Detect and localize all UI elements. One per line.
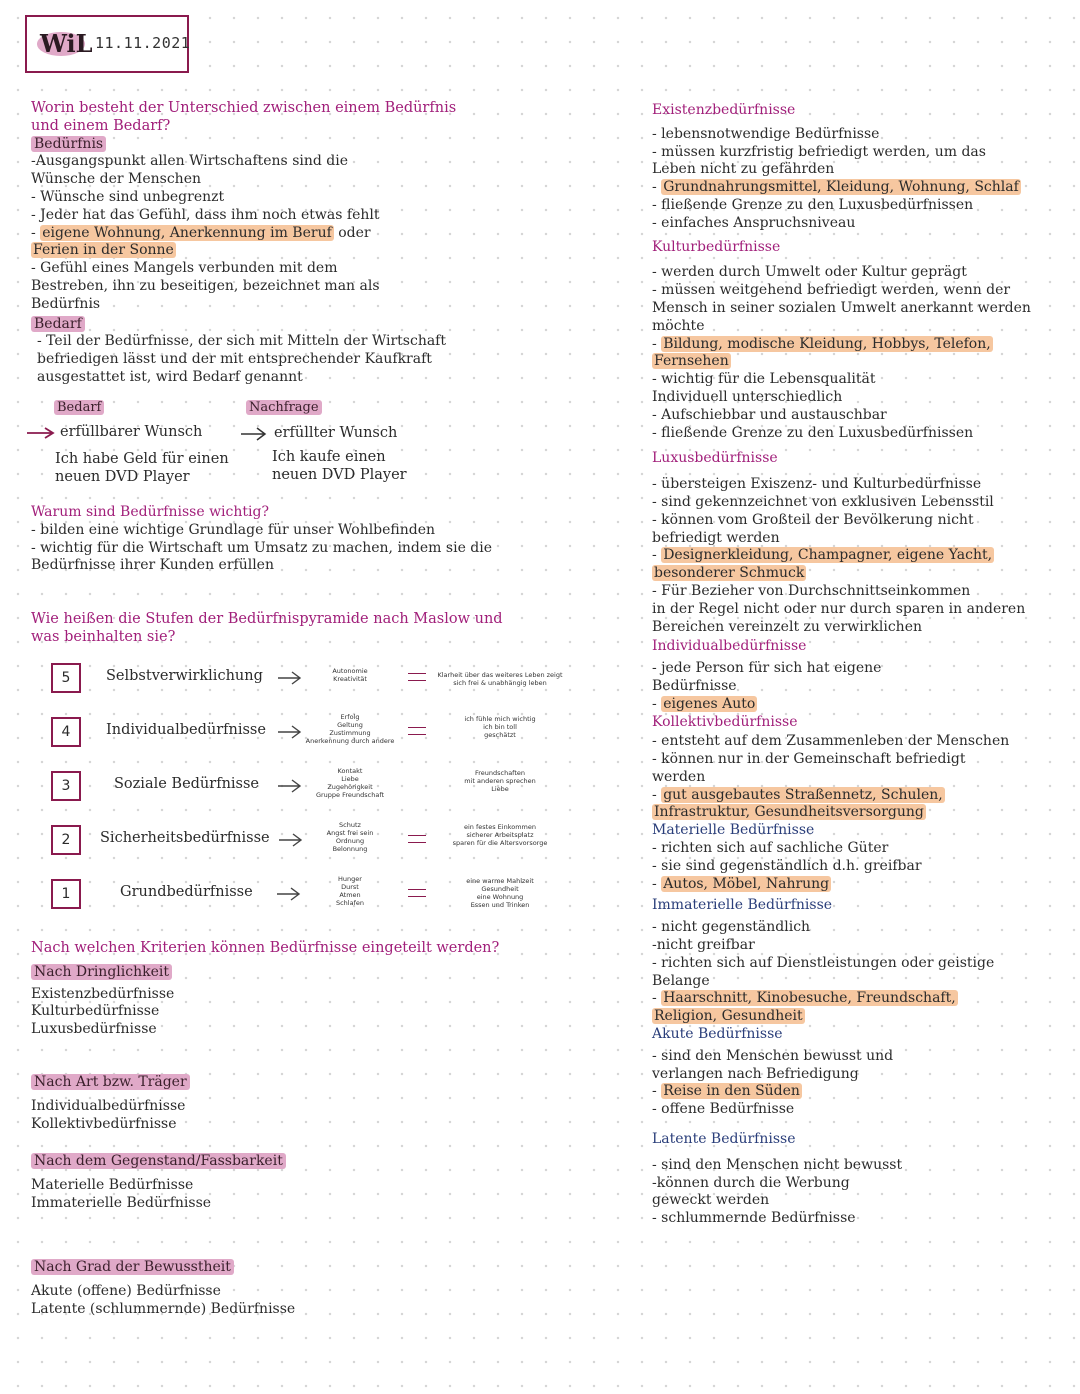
text-line: - übersteigen Exiszenz- und Kulturbedürfnisse: [652, 476, 982, 493]
example-highlight: Fernsehen: [654, 353, 729, 370]
heading-individual: Individualbedürfnisse: [652, 638, 807, 655]
example-highlight: Reise in den Süden: [663, 1083, 800, 1100]
arrow-right-icon: [26, 426, 56, 440]
text-line: - fließende Grenze zu den Luxusbedürfnissen: [652, 424, 974, 441]
pyramid-keywords: Hunger Durst Atmen Schlafen: [335, 875, 364, 907]
criterion-bewusstheit: Nach Grad der Bewusstheit: [31, 1259, 234, 1275]
pyramid-examples: eine warme Mahlzeit Gesundheit eine Wohnung Essen und Trinken: [466, 877, 534, 909]
heading-existenz: Existenzbedürfnisse: [652, 102, 796, 118]
example-highlight: Infrastruktur, Gesundheitsversorgung: [654, 804, 924, 821]
criterion-item: Existenzbedürfnisse: [31, 985, 175, 1002]
pyramid-level-name: Soziale Bedürfnisse: [114, 776, 260, 792]
pyramid-level-number: 4: [51, 717, 81, 747]
text-line: - offene Bedürfnisse: [652, 1101, 795, 1118]
compare-right-line: erfüllter Wunsch: [274, 425, 398, 441]
text-line: - nicht gegenständlich: [652, 919, 811, 936]
criterion-item: Immaterielle Bedürfnisse: [31, 1194, 212, 1211]
text-line: - können vom Großteil der Bevölkerung nicht: [652, 511, 974, 528]
question-1-line-2: und einem Bedarf?: [31, 117, 171, 134]
heading-kollektiv: Kollektivbedürfnisse: [652, 713, 798, 730]
text-line: werden: [652, 768, 706, 785]
pyramid-level-number: 1: [51, 879, 81, 909]
text-line: - sind den Menschen bewusst und: [652, 1047, 894, 1064]
compare-left-example: neuen DVD Player: [55, 469, 190, 485]
criterion-item: Kulturbedürfnisse: [31, 1003, 160, 1020]
pyramid-examples: Freundschaften mit anderen sprechen Liebe: [464, 769, 536, 793]
text-line: - können nur in der Gemeinschaft befriedigt: [652, 751, 966, 768]
pyramid-level-name: Grundbedürfnisse: [120, 884, 253, 900]
text-line: Wünsche der Menschen: [31, 171, 202, 188]
left-column: Worin besteht der Unterschied zwischen einem Bedürfnis und einem Bedarf? Bedürfnis -Ausgangspunkt allen Wirtschaftens sind die Wünsche der Menschen - Wünsche sind unbegrenzt - Jeder hat das Gefühl, dass ihm noch etwas fehlt - eigene Wohnung, Anerkennung im Beruf oder Ferien in der Sonne - Gefühl eines Mangels verbunden mit dem Bestreben, ihn zu beseitigen, bezeichnet man als Bedürfnis Bedarf - Teil der Bedürfnisse, der sich mit Mitteln der Wirtschaft befriedigen lässt und der mit entsprechender Kaufkraft ausgestattet ist, wird Bedarf genannt: [31, 100, 591, 387]
text-line: - richten sich auf sachliche Güter: [652, 840, 889, 857]
compare-left-example: Ich habe Geld für einen: [55, 451, 229, 467]
heading-kultur: Kulturbedürfnisse: [652, 238, 781, 255]
text-line: Bedürfnisse ihrer Kunden erfüllen: [31, 557, 274, 574]
pyramid-level-name: Selbstverwirklichung: [106, 668, 263, 684]
text-line: - Teil der Bedürfnisse, der sich mit Mitteln der Wirtschaft: [37, 333, 446, 350]
text-line: - jede Person für sich hat eigene: [652, 660, 882, 677]
pyramid-keywords: Schutz Angst frei sein Ordnung Belonnung: [326, 821, 374, 853]
pyramid-examples: ich fühle mich wichtig ich bin toll geschätzt: [464, 715, 536, 739]
header-box: [25, 15, 189, 73]
pyramid-level-name: Individualbedürfnisse: [106, 722, 266, 738]
text-line: - müssen weitgehend befriedigt werden, wenn der: [652, 282, 1011, 299]
pyramid-level-number: 2: [51, 825, 81, 855]
criterion-dringlichkeit: Nach Dringlichkeit: [31, 964, 172, 980]
text-line: -Ausgangspunkt allen Wirtschaftens sind die: [31, 153, 349, 170]
text-line: Bedürfnisse: [652, 677, 737, 694]
compare-left-line: erfüllbarer Wunsch: [60, 424, 203, 440]
criterion-item: Latente (schlummernde) Bedürfnisse: [31, 1300, 296, 1317]
text-line: - einfaches Anspruchsniveau: [652, 214, 856, 231]
example-highlight: Bildung, modische Kleidung, Hobbys, Telefon,: [663, 335, 991, 352]
heading-immateriell: Immaterielle Bedürfnisse: [652, 897, 833, 914]
logo-wil: [35, 27, 93, 59]
example-highlight: Designerkleidung, Champagner, eigene Yacht,: [663, 547, 993, 564]
text-line: - bilden eine wichtige Grundlage für unser Wohlbefinden: [31, 521, 436, 538]
text-line: geweckt werden: [652, 1192, 770, 1209]
pyramid-keywords: Kontakt Liebe Zugehörigkeit Gruppe Freundschaft: [315, 767, 385, 799]
criterion-item: Individualbedürfnisse: [31, 1097, 186, 1114]
bedarf-label: Bedarf: [31, 316, 85, 332]
question-4: Nach welchen Kriterien können Bedürfnisse eingeteilt werden?: [31, 940, 500, 956]
text-line: - sind den Menschen nicht bewusst: [652, 1156, 903, 1173]
heading-luxus: Luxusbedürfnisse: [652, 450, 778, 467]
pyramid-examples: Klarheit über das weiteres Leben zeigt sich frei & unabhängig leben: [437, 671, 563, 687]
text-line: -nicht greifbar: [652, 937, 755, 954]
text-line: - müssen kurzfristig befriedigt werden, um das: [652, 143, 986, 160]
text-line: Individuell unterschiedlich: [652, 388, 843, 405]
right-column: Existenzbedürfnisse - lebensnotwendige Bedürfnisse - müssen kurzfristig befriedigt werden, um das Leben nicht zu gefährden - Grundnahrungsmittel, Kleidung, Wohnung, Schlaf - fließende Grenze zu den Luxusbedürfnissen - einfaches Anspruchsniveau Kulturbedürfnisse - werden durch Umwelt oder Kultur geprägt - müssen weitgehend befriedigt werden, wenn der Mensch in seiner sozialen Umwelt anerkannt werden möchte - Bildung, modische Kleidung, Hobbys, Telefon, Fernsehen - wichtig für die Lebensqualität Individuell unterschiedlich - Aufschiebbar und austauschbar - fließende Grenze zu den Luxusbedürfnissen Luxusbedürfnisse - übersteigen Exiszenz- und Kulturbedürfnisse - sind gekennzeichnet von exklusiven Lebensstil - können vom Großteil der Bevölkerung nicht befriedigt werden - Designerkleidung, Champagner, eigene Yacht, besonderer Schmuck - Für Bezieher von Durchschnittseinkommen in der Regel nicht oder nur durch sparen in anderen Bereichen vereinzelt zu verwirklichen Individualbedürfnisse - jede Person für sich hat eigene Bedürfnisse - eigenes Auto Kollektivbedürfnisse - entsteht auf dem Zusammenleben der Menschen - können nur in der Gemeinschaft befriedigt werden - gut ausgebautes Straßennetz, Schulen, Infrastruktur, Gesundheitsversorgung Materielle Bedürfnisse - richten sich auf sachliche Güter - sie sind gegenständlich d.h. greifbar - Autos, Möbel, Nahrung Immaterielle Bedürfnisse - nicht gegenständlich -nicht greifbar - richten sich auf Dienstleistungen oder geistige Belange - Haarschnitt, Kinobesuche, Freundschaft, Religion, Gesundheit Akute Bedürfnisse - sind den Menschen bewusst und verlangen nach Befriedigung - Reise in den Süden - offene Bedürfnisse Latente Bedürfnisse - sind den Menschen nicht bewusst -können durch die Werbung geweckt werden - schlummernde Bedürfnisse: [652, 102, 1062, 1228]
date: 11.11.2021: [95, 34, 191, 52]
criterion-art: Nach Art bzw. Träger: [31, 1074, 190, 1090]
question-2: Warum sind Bedürfnisse wichtig?: [31, 504, 269, 520]
text-line: - Für Bezieher von Durchschnittseinkommen: [652, 582, 971, 599]
example-highlight: besonderer Schmuck: [654, 565, 805, 582]
example-highlight: eigene Wohnung, Anerkennung im Beruf: [42, 224, 332, 241]
example-highlight: gut ausgebautes Straßennetz, Schulen,: [663, 786, 943, 803]
text-line: - Gefühl eines Mangels verbunden mit dem: [31, 260, 338, 277]
text-line: Mensch in seiner sozialen Umwelt anerkannt werden: [652, 299, 1031, 316]
question-1-line-1: Worin besteht der Unterschied zwischen einem Bedürfnis: [31, 100, 457, 116]
heading-materiell: Materielle Bedürfnisse: [652, 822, 815, 839]
compare-right-example: neuen DVD Player: [272, 467, 407, 483]
criterion-item: Luxusbedürfnisse: [31, 1021, 157, 1038]
text-line: - entsteht auf dem Zusammenleben der Menschen: [652, 733, 1010, 750]
text-line: - fließende Grenze zu den Luxusbedürfnissen: [652, 196, 974, 213]
pyramid-level-number: 5: [51, 663, 81, 693]
pyramid-keywords: Autonomie Kreativität: [332, 667, 368, 683]
text-line: - sind gekennzeichnet von exklusiven Lebensstil: [652, 493, 994, 510]
pyramid-keywords: Erfolg Geltung Zustimmung Anerkennung durch andere: [305, 713, 395, 745]
text-line: Bereichen vereinzelt zu verwirklichen: [652, 618, 922, 635]
question-3-line-2: was beinhalten sie?: [31, 628, 176, 645]
arrow-right-icon: [240, 426, 268, 442]
text-line: - Jeder hat das Gefühl, dass ihm noch etwas fehlt: [31, 206, 380, 223]
example-highlight: Grundnahrungsmittel, Kleidung, Wohnung, Schlaf: [663, 179, 1019, 196]
text-line: Leben nicht zu gefährden: [652, 161, 835, 178]
svg-text:WiL: WiL: [40, 29, 93, 58]
compare-bedarf-label: Bedarf: [54, 400, 104, 415]
compare-right-example: Ich kaufe einen: [272, 449, 386, 465]
text-line: Bestreben, ihn zu beseitigen, bezeichnet man als: [31, 277, 380, 294]
text-line: Belange: [652, 972, 710, 989]
beduerfnis-label: Bedürfnis: [31, 136, 106, 152]
criterion-item: Akute (offene) Bedürfnisse: [31, 1282, 221, 1299]
example-highlight: eigenes Auto: [663, 695, 756, 712]
pyramid-examples: ein festes Einkommen sicherer Arbeitsplatz sparen für die Altersvorsorge: [452, 823, 548, 847]
example-highlight: Autos, Möbel, Nahrung: [663, 875, 830, 892]
criterion-gegenstand: Nach dem Gegenstand/Fassbarkeit: [31, 1153, 286, 1169]
text-line: - wichtig für die Lebensqualität: [652, 371, 876, 388]
pyramid-level-number: 3: [51, 771, 81, 801]
question-3-line-1: Wie heißen die Stufen der Bedürfnispyramide nach Maslow und: [31, 611, 503, 627]
text-line: verlangen nach Befriedigung: [652, 1065, 859, 1082]
text-line: in der Regel nicht oder nur durch sparen in anderen: [652, 600, 1026, 617]
text-line: - richten sich auf Dienstleistungen oder geistige: [652, 954, 995, 971]
heading-latent: Latente Bedürfnisse: [652, 1131, 796, 1148]
text-line: - schlummernde Bedürfnisse: [652, 1210, 856, 1227]
criterion-item: Materielle Bedürfnisse: [31, 1176, 194, 1193]
text-line: - lebensnotwendige Bedürfnisse: [652, 125, 880, 142]
heading-akut: Akute Bedürfnisse: [652, 1026, 783, 1043]
example-highlight: Ferien in der Sonne: [33, 242, 174, 259]
text-line: -können durch die Werbung: [652, 1174, 850, 1191]
text-line: möchte: [652, 317, 705, 334]
text-line: - werden durch Umwelt oder Kultur geprägt: [652, 264, 967, 281]
text-line: Bedürfnis: [31, 295, 101, 312]
text-line: - Wünsche sind unbegrenzt: [31, 188, 225, 205]
pyramid-level-name: Sicherheitsbedürfnisse: [100, 830, 270, 846]
text-line: - wichtig für die Wirtschaft um Umsatz zu machen, indem sie die: [31, 539, 493, 556]
text-line: befriedigen lässt und der mit entsprechender Kaufkraft: [37, 351, 432, 368]
example-highlight: Religion, Gesundheit: [654, 1008, 803, 1025]
text-fragment: oder: [338, 224, 371, 241]
text-line: befriedigt werden: [652, 529, 780, 546]
criterion-item: Kollektivbedürfnisse: [31, 1115, 177, 1132]
text-line: - Aufschiebbar und austauschbar: [652, 406, 887, 423]
text-line: ausgestattet ist, wird Bedarf genannt: [37, 368, 303, 385]
compare-nachfrage-label: Nachfrage: [246, 400, 322, 415]
arrow-right-icon: [276, 886, 302, 902]
text-line: - sie sind gegenständlich d.h. greifbar: [652, 857, 922, 874]
example-highlight: Haarschnitt, Kinobesuche, Freundschaft,: [663, 990, 956, 1007]
